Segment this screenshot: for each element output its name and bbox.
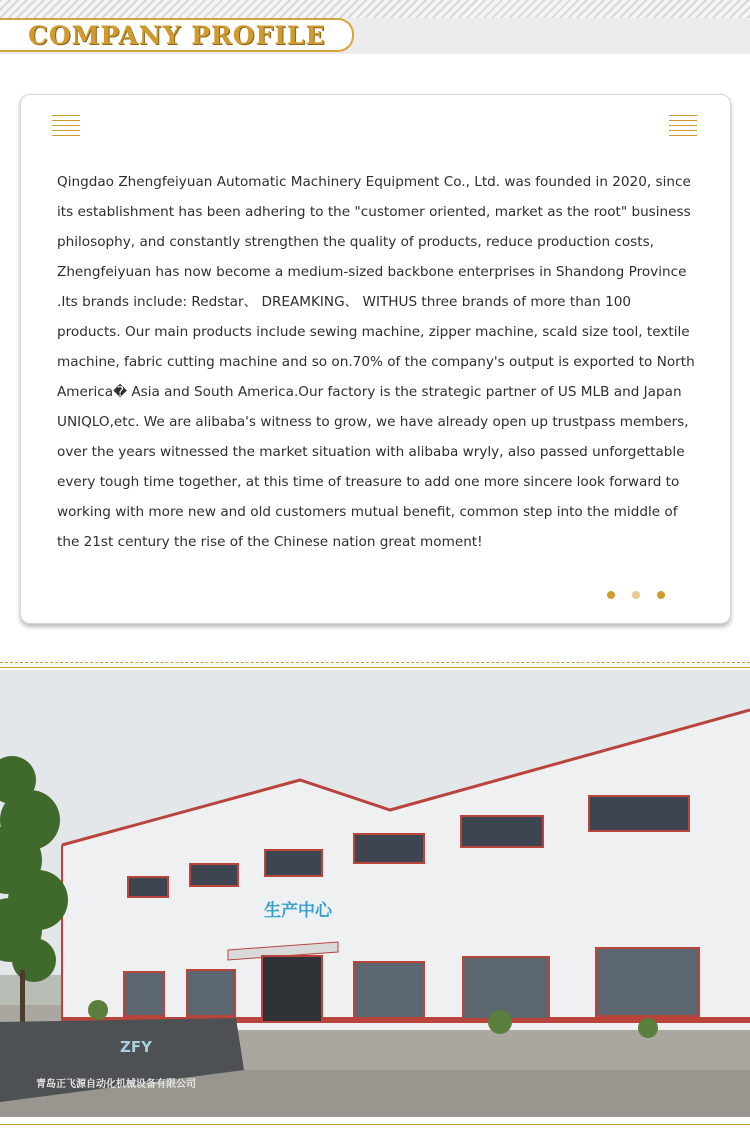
header-bar bbox=[0, 0, 750, 54]
carousel-dot[interactable] bbox=[632, 591, 640, 599]
menu-lines-icon bbox=[669, 115, 697, 137]
stone-logo: ZFY bbox=[120, 1038, 152, 1056]
carousel-dot[interactable] bbox=[657, 591, 665, 599]
factory-illustration bbox=[0, 670, 750, 1117]
page-title: COMPANY PROFILE bbox=[28, 21, 326, 50]
bottom-divider bbox=[0, 1124, 750, 1125]
header-stripes bbox=[0, 0, 750, 18]
company-description: Qingdao Zhengfeiyuan Automatic Machinery Equipment Co., Ltd. was founded in 2020, since its establishment has been adhering to the "customer oriented, market as the root" business philosophy, and constantly strengthen the quality of products, reduce production costs, Zhengfeiyuan has now become a medium-sized backbone enterprises in Shandong Province .Its brands include: Redstar、 DREAMKING、 WITHUS three brands of more than 100 products. Our main products include sewing machine, zipper machine, scald size tool, textile machine, fabric cutting machine and so on.70% of the company's output is exported to North America� Asia and South America.Our factory is the strategic partner of US MLB and Japan UNIQLO,etc. We are alibaba's witness to grow, we have already open up trustpass members, over the years witnessed the market situation with alibaba wryly, also passed unforgettable every tough time together, at this time of treasure to add one more sincere look forward to working with more new and old customers mutual benefit, common step into the middle of the 21st century the rise of the Chinese nation great moment! bbox=[57, 174, 695, 550]
menu-lines-icon bbox=[52, 115, 80, 137]
building-sign: 生产中心 bbox=[264, 901, 332, 921]
factory-photo bbox=[0, 670, 750, 1117]
profile-card bbox=[20, 94, 731, 624]
carousel-dot[interactable] bbox=[607, 591, 615, 599]
stone-company-name: 青岛正飞源自动化机械设备有限公司 bbox=[36, 1079, 196, 1090]
section-divider bbox=[0, 662, 750, 668]
